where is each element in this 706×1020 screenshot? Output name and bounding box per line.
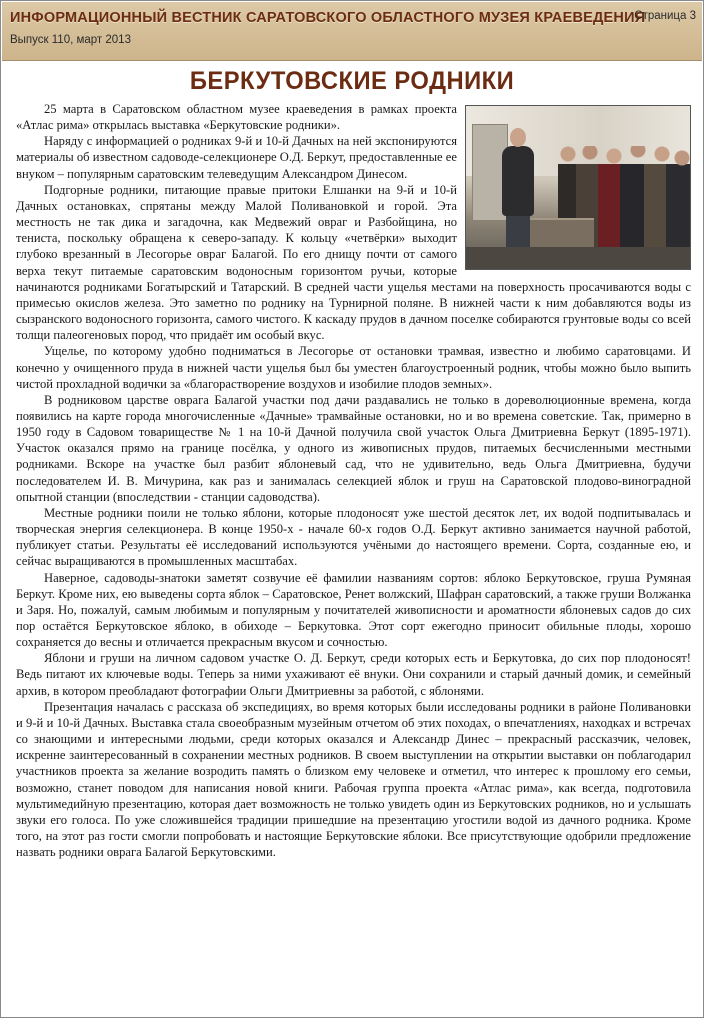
paragraph-9: Презентация началась с рассказа об экспедициях, во время которых были исследованы родники в районе Поливановки и 9-й и 10-й Дачных. Выставка стала своеобразным музейным отчетом об этих походах, о впечатлениях, находках и встречах со знающими и интересными людьми, среди которых оказался и Александр Динес – прекрасный рассказчик, человек, искренне заинтересованный в сохранении местных родников. В своем выступлении на открытии выставки он поблагодарил участников проекта за желание возродить память о близком ему человеке и отметил, что интерес к прошлому его семьи, возможно, станет поводом для написания новой книги. Рабочая группа проекта «Атлас рима», как всегда, подготовила мультимедийную презентацию, которая дает возможность не только увидеть один из Беркутовских родников, но и услышать звуки его голоса. По уже сложившейся традиции пришедшие на презентацию угостили водой из дачного родника. Кроме того, на этот раз гости смогли попробовать и настоящие Беркутовские яблоки. Все присутствующие одобрили предложение назвать родники оврага Балагой Беркутовскими.	[16, 699, 691, 860]
page-number: Страница 3	[634, 10, 696, 22]
paragraph-8: Яблони и груши на личном садовом участке О. Д. Беркут, среди которых есть и Беркутовка, до сих пор плодоносят! Ведь питают их ключевые воды. Теперь за ними ухаживают её внуки. Они сохранили и старый дачный домик, и семейный архив, в котором преобладают фотографии Ольги Дмитриевны за работой, с яблонями.	[16, 651, 691, 698]
paragraph-3: Подгорные родники, питающие правые притоки Елшанки на 9-й и 10-й Дачных остановках, спрятаны между Малой Поливановкой и горой. Эта местность не так дика и загадочна, как Медвежий овраг и Разбойщина, но тениста, поскольку обращена к северо-западу. К кольцу «четвёрки» выходит глубоко врезанный в Лесогорье овраг Балагой. По его днищу почти от самого верха текут питаемые саратовским водоносным горизонтом ручьи, которые начинаются родниками Богатырский и Татарский. В средней части ущелья местами на поверхность просачиваются воды с примесью окислов железа. Это заметно по роднику на Турнирной поляне. В нижней части к ним добавляются воды из сызранского водоносного горизонта, самого чистого. К каскаду прудов в дачном поселке собираются грунтовые воды со всей толщи палеогеновых пород, что придаёт им особый вкус.	[16, 182, 691, 343]
paragraph-1: 25 марта в Саратовском областном музее краеведения в рамках проекта «Атлас рима» открылась выставка «Беркутовские родники».	[16, 102, 457, 133]
paragraph-4: Ущелье, по которому удобно подниматься в Лесогорье от остановки трамвая, известно и любимо саратовцами. И конечно у очищенного пруда в нижней части ущелья был бы уместен благоустроенный родник, чтобы можно было выпить чистой прохладной водички за «благорастворение воздухов и изобилие плодов земных».	[16, 344, 691, 391]
newsletter-header	[2, 2, 702, 61]
paragraph-7: Наверное, садоводы-знатоки заметят созвучие её фамилии названиям сортов: яблоко Беркутовское, груша Румяная Беркут. Кроме них, ею выведены сорта яблок – Саратовское, Ренет волжский, Шафран саратовский, а также груши Волжанка и Заря. Но, пожалуй, самым любимым и популярным у почитателей живописности и ароматности яблоневых садов до сих пор остаётся Беркутовское яблоко, в обиходе – Беркутовка. Этот сорт ежегодно приносит обильные плоды, хорошо сохраняется до весны и отличается прекрасным вкусом и сочностью.	[16, 570, 691, 650]
paragraph-6: Местные родники поили не только яблони, которые плодоносят уже шестой десяток лет, их водой подпитывалась и творческая энергия селекционера. В конце 1950-х - начале 60-х годов О.Д. Беркут активно занимается научной работой, публикует статьи. Результаты её исследований используются учёными до настоящего времени. Сорта, созданные ею, и сейчас выращиваются в промышленных масштабах.	[16, 505, 691, 569]
article-body	[16, 101, 691, 1006]
paragraph-5: В родниковом царстве оврага Балагой участки под дачи раздавались не только в дореволюционные времена, когда появились на карте города многочисленные «Дачные» трамвайные остановки, но и во времена советские. Так, примерно в 1950 году в Садовом товариществе № 1 на 10-й Дачной получила свой участок Ольга Дмитриевна Беркут (1895-1971). Участок оказался прямо на границе посёлка, у одного из живописных прудов, питаемых бесчисленными местными родниками. Вскоре на участке был разбит яблоневый сад, что не удивительно, ведь Ольга Дмитриевна, будучи последователем И. В. Мичурина, как раз и занималась селекцией яблок и груш на Саратовской плодово-виноградной опытной станции (впоследствии - станции садоводства).	[16, 392, 691, 504]
article-title: БЕРКУТОВСКИЕ РОДНИКИ	[189, 67, 515, 95]
issue-number: Выпуск 110, март 2013	[10, 34, 131, 46]
paragraph-2: Наряду с информацией о родниках 9-й и 10-й Дачных на ней экспонируются материалы об известном садоводе-селекционере О.Д. Беркут, предоставленные ее внуком – популярным саратовским телеведущим Александром Динесом.	[16, 134, 457, 181]
exhibition-photo	[465, 105, 691, 270]
newsletter-title: ИНФОРМАЦИОННЫЙ ВЕСТНИК САРАТОВСКОГО ОБЛАСТНОГО МУЗЕЯ КРАЕВЕДЕНИЯ	[10, 10, 646, 26]
